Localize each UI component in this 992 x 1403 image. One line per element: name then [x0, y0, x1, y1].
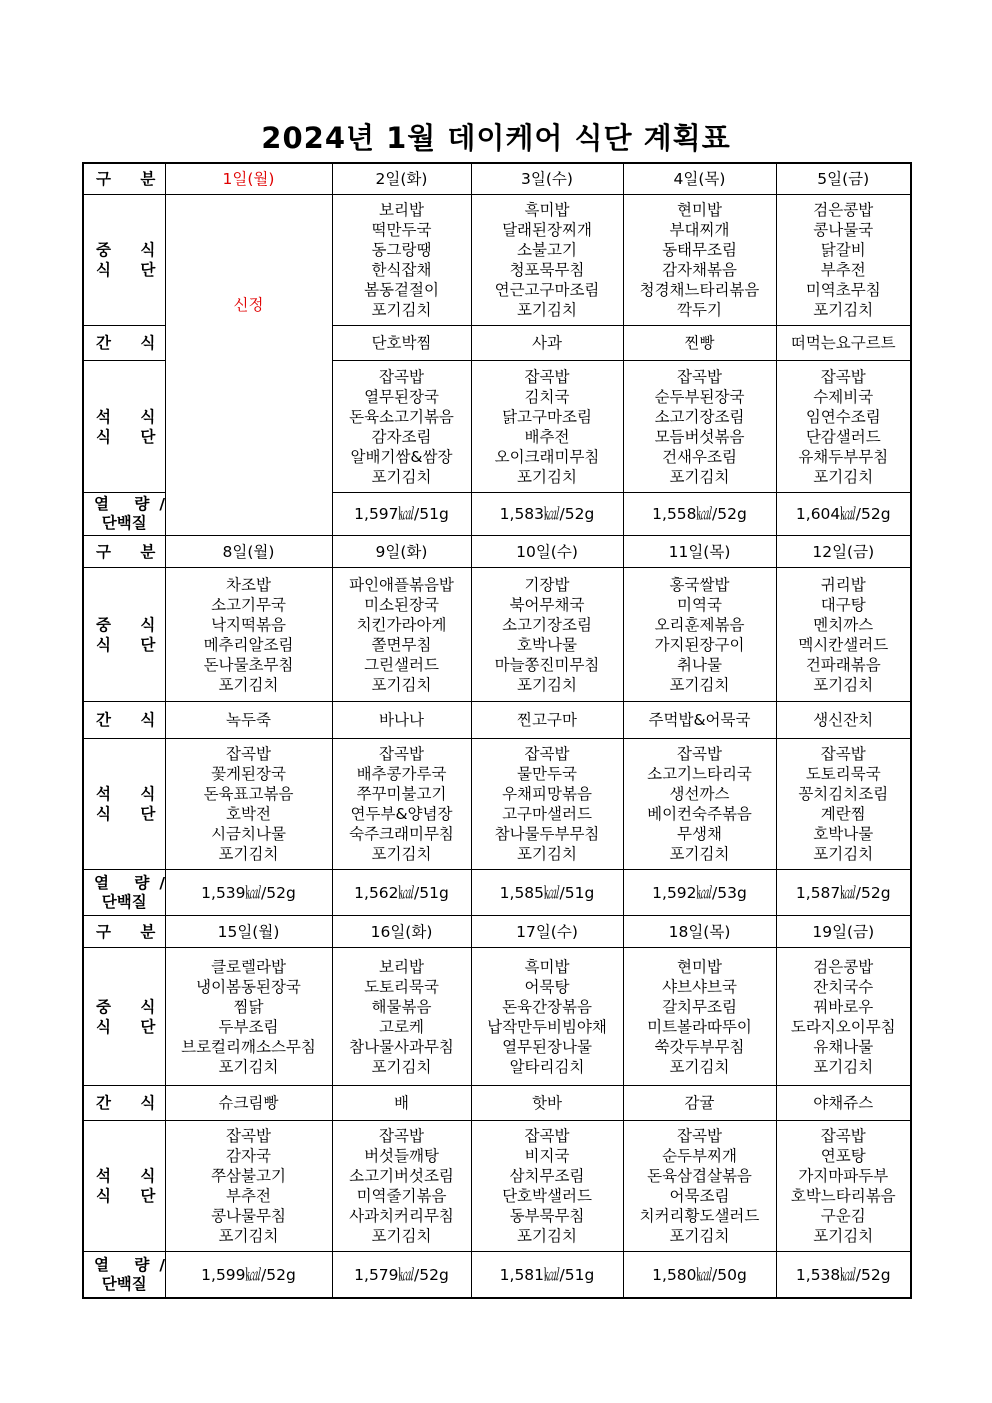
snack-cell: 슈크림빵	[165, 1086, 332, 1121]
dinner-row	[83, 739, 911, 870]
lunch-row	[83, 948, 911, 1086]
menu-item: 현미밥	[677, 957, 722, 976]
menu-item: 잡곡밥	[677, 1127, 722, 1145]
dinner-menu-cell	[471, 361, 623, 493]
energy-cell: 1,599㎉/52g	[165, 1252, 332, 1299]
page-title: 2024년 1월 데이케어 식단 계획표	[261, 121, 731, 155]
menu-item: 갈치무조림	[662, 997, 737, 1016]
energy-label-text: 단백질	[101, 1274, 147, 1293]
energy-cell: 1,587㎉/52g	[776, 870, 911, 916]
menu-item: 떡만두국	[371, 221, 432, 239]
snack-cell: 배	[332, 1086, 471, 1121]
date-cell: 18일(목)	[623, 916, 776, 948]
menu-item: 봄동겉절이	[364, 281, 439, 299]
energy-label-text: 단백질	[101, 514, 147, 532]
menu-item: 포기김치	[669, 675, 730, 694]
menu-item: 돈육소고기볶음	[349, 407, 454, 426]
menu-item: 김치국	[524, 387, 570, 406]
menu-item: 멘치까스	[813, 615, 874, 634]
menu-item: 미트볼라따뚜이	[647, 1017, 752, 1036]
menu-item: 어묵조림	[669, 1187, 730, 1205]
menu-item: 유채나물	[813, 1037, 874, 1056]
menu-item: 단감샐러드	[805, 427, 881, 446]
energy-label-text: 열 량/	[94, 495, 176, 513]
menu-item: 열무된장나물	[502, 1037, 592, 1056]
snack-row	[83, 1086, 911, 1121]
menu-item: 잡곡밥	[524, 1127, 570, 1145]
menu-item: 포기김치	[517, 467, 577, 486]
menu-item: 포기김치	[669, 1057, 730, 1076]
menu-item: 꿔바로우	[813, 997, 874, 1016]
gubun-label-text: 구 분	[96, 922, 168, 941]
menu-item: 부추전	[226, 1187, 271, 1205]
menu-item: 오리훈제볶음	[654, 615, 745, 634]
dinner-label	[83, 739, 168, 870]
menu-item: 비지국	[524, 1147, 570, 1165]
menu-item: 미역국	[677, 595, 722, 614]
menu-item: 구운김	[820, 1207, 866, 1225]
snack-label	[83, 702, 168, 739]
snack-row	[83, 702, 911, 739]
menu-item: 삼치무조림	[509, 1167, 585, 1185]
date-cell: 19일(금)	[776, 916, 911, 948]
menu-item: 동태무조림	[662, 241, 737, 259]
menu-item: 포기김치	[669, 845, 730, 863]
menu-item: 감자국	[226, 1147, 271, 1165]
menu-item: 베이컨숙주볶음	[647, 805, 752, 823]
menu-item: 포기김치	[371, 675, 432, 694]
menu-item: 소고기무국	[211, 595, 286, 614]
menu-item: 포기김치	[517, 1227, 577, 1245]
menu-item: 포기김치	[218, 1227, 279, 1245]
menu-item: 사과치커리무침	[349, 1207, 454, 1225]
menu-item: 메추리알조림	[203, 635, 294, 654]
menu-item: 생선까스	[669, 785, 730, 803]
menu-item: 포기김치	[517, 301, 577, 319]
lunch-label-text: 식 단	[96, 635, 168, 654]
menu-item: 오이크래미무침	[494, 447, 600, 466]
menu-item: 취나물	[677, 655, 722, 674]
snack-cell: 주먹밥&어묵국	[623, 702, 776, 739]
menu-item: 샤브샤브국	[662, 977, 737, 996]
menu-item: 잡곡밥	[524, 745, 570, 763]
menu-item: 검은콩밥	[813, 957, 874, 976]
menu-item: 미역초무침	[805, 281, 881, 299]
menu-item: 포기김치	[517, 845, 577, 863]
menu-item: 미역줄기볶음	[356, 1187, 447, 1205]
menu-item: 무생채	[677, 825, 722, 843]
menu-item: 참나물두부무침	[494, 825, 600, 843]
date-cell: 10일(수)	[471, 536, 623, 568]
snack-cell: 감귤	[623, 1086, 776, 1121]
lunch-menu-cell	[332, 568, 471, 702]
menu-item: 콩나물무침	[211, 1207, 286, 1225]
lunch-label-text: 식 단	[96, 261, 168, 279]
lunch-label	[83, 195, 168, 326]
menu-item: 도라지오이무침	[790, 1017, 896, 1036]
menu-item: 가지된장구이	[654, 635, 745, 654]
menu-item: 호박전	[226, 805, 271, 823]
snack-label	[83, 326, 168, 361]
menu-item: 돈육표고볶음	[203, 785, 294, 803]
gubun-label-text: 구 분	[96, 542, 168, 561]
menu-item: 꽁치김치조림	[798, 785, 889, 803]
menu-item: 순두부된장국	[654, 387, 745, 406]
menu-item: 포기김치	[371, 301, 432, 319]
dinner-menu-cell	[165, 1121, 332, 1252]
date-cell: 11일(목)	[623, 536, 776, 568]
date-cell: 9일(화)	[332, 536, 471, 568]
energy-cell: 1,562㎉/51g	[332, 870, 471, 916]
menu-item: 포기김치	[669, 1227, 730, 1245]
dinner-label-text: 석 식	[96, 785, 168, 803]
snack-cell: 핫바	[471, 1086, 623, 1121]
menu-item: 검은콩밥	[813, 201, 874, 219]
menu-item: 건새우조림	[662, 447, 737, 466]
menu-item: 연두부&양념장	[350, 805, 453, 823]
lunch-menu-cell	[332, 948, 471, 1086]
snack-cell: 찐고구마	[471, 702, 623, 739]
dinner-menu-cell	[776, 361, 911, 493]
menu-item: 포기김치	[371, 1057, 432, 1076]
energy-cell: 1,592㎉/53g	[623, 870, 776, 916]
energy-cell: 1,558㎉/52g	[623, 493, 776, 536]
snack-cell: 찐빵	[623, 326, 776, 361]
menu-item: 포기김치	[813, 1057, 874, 1076]
date-cell: 15일(월)	[165, 916, 332, 948]
menu-item: 포기김치	[218, 1057, 279, 1076]
menu-item: 포기김치	[669, 467, 730, 486]
menu-item: 멕시칸샐러드	[798, 635, 889, 654]
menu-item: 호박나물	[517, 635, 577, 654]
menu-item: 동부묵무침	[509, 1207, 585, 1225]
menu-item: 계란찜	[820, 805, 866, 823]
menu-item: 닭갈비	[820, 241, 866, 259]
menu-item: 잡곡밥	[226, 1127, 271, 1145]
menu-item: 잡곡밥	[226, 745, 271, 763]
menu-item: 보리밥	[379, 201, 424, 219]
lunch-menu-cell	[623, 948, 776, 1086]
menu-item: 돈나물초무침	[203, 655, 294, 674]
menu-item: 미소된장국	[364, 595, 439, 614]
menu-item: 단호박샐러드	[502, 1187, 592, 1205]
snack-cell: 바나나	[332, 702, 471, 739]
menu-item: 현미밥	[677, 201, 722, 219]
lunch-label	[83, 948, 168, 1086]
menu-item: 파인애플볶음밥	[349, 575, 454, 594]
menu-item: 그린샐러드	[364, 655, 439, 674]
menu-item: 해물볶음	[371, 997, 432, 1016]
menu-item: 브로컬리깨소스무침	[181, 1037, 316, 1056]
dinner-label-text: 석 식	[96, 407, 168, 426]
energy-cell: 1,604㎉/52g	[776, 493, 911, 536]
menu-item: 임연수조림	[805, 407, 881, 426]
menu-item: 포기김치	[371, 1227, 432, 1245]
menu-item: 찜닭	[233, 997, 264, 1016]
menu-item: 쭈꾸미불고기	[356, 785, 447, 803]
lunch-row	[83, 568, 911, 702]
dinner-menu-cell	[332, 1121, 471, 1252]
menu-item: 잡곡밥	[820, 745, 866, 763]
menu-item: 마늘쫑진미무침	[494, 655, 600, 674]
menu-item: 청경채느타리볶음	[639, 281, 760, 299]
energy-label-text: 열 량/	[94, 873, 176, 892]
lunch-label-text: 중 식	[96, 241, 168, 259]
menu-item: 고구마샐러드	[502, 805, 592, 823]
menu-item: 클로렐라밥	[211, 957, 286, 976]
energy-cell: 1,579㎉/52g	[332, 1252, 471, 1299]
dinner-menu-cell	[623, 739, 776, 870]
energy-cell: 1,538㎉/52g	[776, 1252, 911, 1299]
lunch-row	[83, 195, 911, 326]
menu-item: 닭고구마조림	[502, 407, 592, 426]
menu-item: 납작만두비빔야채	[487, 1017, 607, 1036]
menu-item: 숙주크래미무침	[349, 825, 454, 843]
menu-item: 순두부찌개	[662, 1147, 737, 1165]
menu-item: 소고기느타리국	[647, 765, 752, 783]
energy-label-text: 열 량/	[94, 1255, 176, 1274]
menu-item: 기장밥	[524, 575, 570, 594]
lunch-menu-cell	[623, 195, 776, 326]
gubun-label	[83, 163, 168, 195]
menu-item: 포기김치	[813, 675, 874, 694]
menu-item: 흑미밥	[524, 201, 570, 219]
date-cell: 5일(금)	[776, 163, 911, 195]
holiday-cell: 신정	[165, 195, 332, 536]
date-cell: 16일(화)	[332, 916, 471, 948]
menu-item: 북어무채국	[509, 595, 585, 614]
menu-item: 치킨가라아게	[356, 615, 447, 634]
energy-cell: 1,580㎉/50g	[623, 1252, 776, 1299]
dinner-label-text: 식 단	[96, 1187, 168, 1205]
menu-item: 포기김치	[517, 675, 577, 694]
menu-item: 포기김치	[218, 675, 279, 694]
dinner-label-text: 석 식	[96, 1167, 168, 1185]
menu-item: 도토리묵국	[805, 765, 881, 783]
menu-item: 한식잡채	[371, 261, 432, 279]
lunch-menu-cell	[471, 195, 623, 326]
menu-item: 포기김치	[813, 301, 874, 319]
dinner-menu-cell	[471, 1121, 623, 1252]
menu-item: 쑥갓두부무침	[654, 1037, 745, 1056]
menu-item: 감자채볶음	[662, 261, 737, 279]
dinner-menu-cell	[623, 1121, 776, 1252]
menu-item: 가지마파두부	[798, 1167, 889, 1185]
menu-item: 두부조림	[218, 1017, 279, 1036]
menu-item: 도토리묵국	[364, 977, 439, 996]
menu-item: 소불고기	[517, 241, 577, 259]
energy-label	[83, 1252, 176, 1299]
menu-item: 냉이봄동된장국	[196, 977, 301, 996]
menu-item: 포기김치	[371, 467, 432, 486]
lunch-label-text: 중 식	[96, 997, 168, 1016]
snack-cell: 사과	[471, 326, 623, 361]
lunch-menu-cell	[471, 948, 623, 1086]
dinner-label	[83, 1121, 168, 1252]
menu-item: 알타리김치	[509, 1057, 585, 1076]
energy-cell: 1,539㎉/52g	[165, 870, 332, 916]
menu-item: 잡곡밥	[379, 745, 424, 763]
menu-item: 포기김치	[371, 845, 432, 863]
menu-item: 치커리황도샐러드	[639, 1207, 760, 1225]
menu-item: 어묵탕	[524, 977, 570, 996]
snack-label	[83, 1086, 168, 1121]
dinner-row	[83, 1121, 911, 1252]
gubun-label	[83, 536, 168, 568]
energy-cell: 1,583㎉/52g	[471, 493, 623, 536]
menu-item: 잡곡밥	[820, 1127, 866, 1145]
snack-label-text: 간 식	[96, 334, 168, 352]
snack-cell: 야채쥬스	[776, 1086, 911, 1121]
energy-cell: 1,597㎉/51g	[332, 493, 471, 536]
date-cell: 1일(월)	[165, 163, 332, 195]
date-cell: 8일(월)	[165, 536, 332, 568]
menu-item: 달래된장찌개	[502, 221, 592, 239]
menu-item: 연근고구마조림	[494, 281, 600, 299]
menu-item: 포기김치	[218, 845, 279, 863]
date-row	[83, 163, 911, 195]
menu-item: 홍국쌀밥	[669, 575, 730, 594]
snack-label-text: 간 식	[96, 1094, 168, 1112]
energy-label	[83, 870, 176, 916]
lunch-label-text: 중 식	[96, 615, 168, 634]
meal-plan-table	[82, 162, 912, 1299]
lunch-menu-cell	[165, 568, 332, 702]
menu-item: 쭈삼불고기	[211, 1167, 286, 1185]
menu-item: 배추콩가루국	[356, 765, 447, 783]
menu-item: 잡곡밥	[820, 367, 866, 386]
menu-item: 소고기장조림	[654, 407, 745, 426]
energy-row	[83, 870, 911, 916]
menu-item: 청포묵무침	[509, 261, 585, 279]
date-cell: 17일(수)	[471, 916, 623, 948]
menu-item: 소고기장조림	[502, 615, 592, 634]
menu-item: 수제비국	[813, 387, 874, 406]
lunch-menu-cell	[165, 948, 332, 1086]
menu-item: 잔치국수	[813, 977, 874, 996]
menu-item: 흑미밥	[524, 957, 570, 976]
lunch-menu-cell	[776, 948, 911, 1086]
menu-item: 잡곡밥	[677, 367, 722, 386]
menu-item: 잡곡밥	[524, 367, 570, 386]
menu-item: 건파래볶음	[805, 655, 881, 674]
lunch-menu-cell	[776, 568, 911, 702]
menu-item: 열무된장국	[364, 387, 439, 406]
menu-item: 우채피망볶음	[502, 785, 592, 803]
energy-row	[83, 1252, 911, 1299]
menu-item: 유채두부무침	[798, 447, 889, 466]
dinner-label	[83, 361, 168, 493]
menu-item: 포기김치	[813, 1227, 874, 1245]
menu-item: 동그랑땡	[371, 241, 432, 259]
menu-item: 소고기버섯조림	[349, 1167, 454, 1185]
energy-cell: 1,585㎉/51g	[471, 870, 623, 916]
energy-cell: 1,581㎉/51g	[471, 1252, 623, 1299]
menu-item: 콩나물국	[813, 221, 874, 239]
menu-item: 부추전	[820, 261, 866, 279]
dinner-menu-cell	[623, 361, 776, 493]
date-cell: 12일(금)	[776, 536, 911, 568]
date-row	[83, 536, 911, 568]
menu-item: 호박느타리볶음	[790, 1187, 896, 1205]
menu-item: 배추전	[524, 427, 570, 446]
date-cell: 4일(목)	[623, 163, 776, 195]
menu-item: 돈육간장볶음	[502, 997, 592, 1016]
date-cell: 3일(수)	[471, 163, 623, 195]
menu-item: 호박나물	[813, 825, 874, 843]
menu-item: 깍두기	[677, 301, 722, 319]
menu-item: 잡곡밥	[677, 745, 722, 763]
menu-item: 알배기쌈&쌈장	[350, 447, 453, 466]
menu-item: 포기김치	[813, 467, 874, 486]
lunch-menu-cell	[623, 568, 776, 702]
date-row	[83, 916, 911, 948]
snack-cell: 생신잔치	[776, 702, 911, 739]
dinner-menu-cell	[332, 361, 471, 493]
date-cell: 2일(화)	[332, 163, 471, 195]
menu-item: 낙지떡볶음	[211, 615, 286, 634]
dinner-menu-cell	[332, 739, 471, 870]
dinner-label-text: 식 단	[96, 805, 168, 823]
gubun-label-text: 구 분	[96, 170, 168, 188]
menu-item: 보리밥	[379, 957, 424, 976]
snack-cell: 떠먹는요구르트	[776, 326, 911, 361]
menu-item: 귀리밥	[820, 575, 866, 594]
menu-item: 연포탕	[820, 1147, 866, 1165]
menu-item: 포기김치	[813, 845, 874, 863]
menu-item: 부대찌개	[669, 221, 730, 239]
lunch-label-text: 식 단	[96, 1017, 168, 1036]
lunch-menu-cell	[332, 195, 471, 326]
menu-item: 잡곡밥	[379, 1127, 424, 1145]
energy-label	[83, 493, 176, 536]
dinner-label-text: 식 단	[96, 427, 168, 446]
lunch-menu-cell	[776, 195, 911, 326]
menu-item: 대구탕	[820, 595, 866, 614]
menu-item: 쫄면무침	[371, 635, 432, 654]
snack-label-text: 간 식	[96, 711, 168, 729]
lunch-label	[83, 568, 168, 702]
lunch-menu-cell	[471, 568, 623, 702]
dinner-menu-cell	[776, 1121, 911, 1252]
menu-item: 참나물사과무침	[349, 1037, 454, 1056]
snack-cell: 단호박찜	[332, 326, 471, 361]
gubun-label	[83, 916, 168, 948]
energy-label-text: 단백질	[101, 892, 147, 911]
menu-item: 감자조림	[371, 427, 432, 446]
dinner-menu-cell	[165, 739, 332, 870]
menu-item: 시금치나물	[211, 825, 286, 843]
dinner-menu-cell	[776, 739, 911, 870]
dinner-menu-cell	[471, 739, 623, 870]
menu-item: 돈육삼겹살볶음	[647, 1167, 752, 1185]
menu-item: 모듬버섯볶음	[654, 427, 745, 446]
menu-item: 꽃게된장국	[211, 765, 286, 783]
menu-item: 버섯들깨탕	[364, 1147, 439, 1165]
menu-item: 잡곡밥	[379, 367, 424, 386]
menu-item: 차조밥	[226, 575, 271, 594]
snack-cell: 녹두죽	[165, 702, 332, 739]
menu-item: 물만두국	[517, 765, 577, 783]
menu-item: 고로케	[379, 1017, 424, 1036]
